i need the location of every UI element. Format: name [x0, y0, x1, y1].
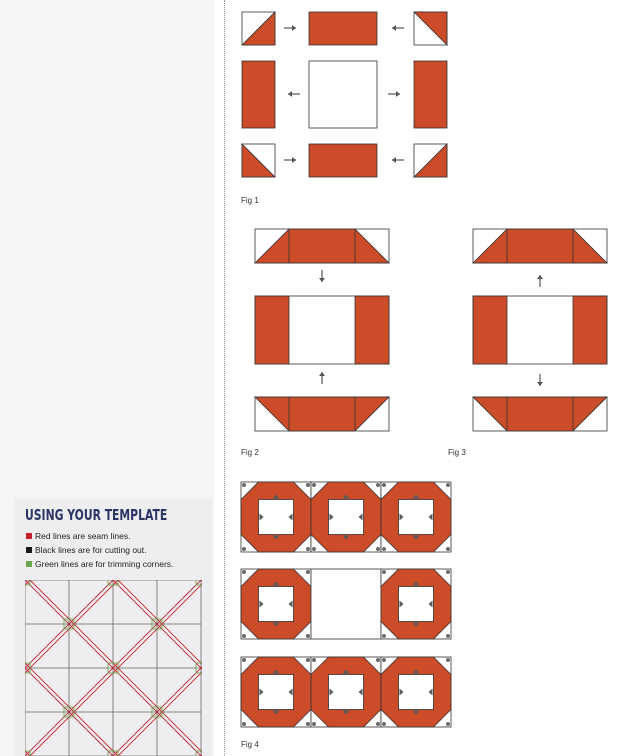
- fig1-arrow-5: [284, 157, 296, 163]
- fig2-middle-strip: [255, 296, 389, 364]
- fig4-r2-block-1-corner-2: [242, 634, 246, 638]
- fig4-r2-block-3-center: [399, 587, 434, 622]
- fig4-r2-block-3-corner-2: [382, 634, 386, 638]
- fig2-middle-strip-right-bar: [355, 296, 389, 364]
- fig4-r3-block-3: [381, 657, 451, 727]
- fig4-r3-block-1-corner-0: [242, 658, 246, 662]
- fig4-r1-block-3: [381, 482, 451, 552]
- fig4-r3-block-3-corner-2: [382, 722, 386, 726]
- fig4-caption: Fig 4: [241, 740, 259, 749]
- fig4-r3-block-1-corner-3: [306, 722, 310, 726]
- fig4-r3-block-1-corner-1: [306, 658, 310, 662]
- fig4-r1-block-1-corner-3: [306, 547, 310, 551]
- fig4-r1-block-3-center: [399, 500, 434, 535]
- fig4-r3-block-3-corner-3: [446, 722, 450, 726]
- legend-label-green: Green lines are for trimming corners.: [35, 559, 174, 569]
- fig3-middle-strip-left-bar: [473, 296, 507, 364]
- fig4-r1-block-1-center: [259, 500, 294, 535]
- fig4-r1-block-1-corner-1: [306, 483, 310, 487]
- fig4-r1-block-2-corner-3: [376, 547, 380, 551]
- fig3-middle-strip: [473, 296, 607, 364]
- fig4-r2-block-1: [241, 569, 311, 639]
- fig3-arrow-down-head: [537, 382, 543, 386]
- fig4-r1-block-2: [311, 482, 381, 552]
- fig4-r1-block-3-corner-0: [382, 483, 386, 487]
- fig4-r1-block-2-corner-1: [376, 483, 380, 487]
- fig1-arrow-2: [392, 25, 404, 31]
- fig4-r1-block-3-corner-1: [446, 483, 450, 487]
- fig1-arrow-5-head: [292, 157, 296, 163]
- fig4-r2-block-1-corner-1: [306, 570, 310, 574]
- fig1-arrow-3: [288, 91, 300, 97]
- fig4-r3-block-3-corner-1: [446, 658, 450, 662]
- fig4-r3-block-3-center: [399, 675, 434, 710]
- fig4-r1-block-1-corner-2: [242, 547, 246, 551]
- fig4-r3-block-2: [311, 657, 381, 727]
- fig1-arrow-2-head: [392, 25, 396, 31]
- fig2-top-strip: [255, 229, 389, 263]
- fig2-arrow-up-head: [319, 372, 325, 376]
- fig4-r3-block-2-corner-3: [376, 722, 380, 726]
- fig3-caption: Fig 3: [448, 448, 466, 457]
- fig4-r1-block-1-corner-0: [242, 483, 246, 487]
- fig4-r3-block-2-corner-2: [312, 722, 316, 726]
- fig3-bottom-strip: [473, 397, 607, 431]
- fig4-r3-block-1-center: [259, 675, 294, 710]
- fig4-r3-block-2-center: [329, 675, 364, 710]
- fig1-caption: Fig 1: [241, 196, 259, 205]
- fig2-diagram: [255, 229, 389, 431]
- fig1-arrow-4-head: [396, 91, 400, 97]
- fig1-hst-top-left: [242, 12, 275, 45]
- fig2-arrow-down-head: [319, 278, 325, 282]
- legend-label-black: Black lines are for cutting out.: [35, 545, 147, 555]
- fig4-r2-block-1-corner-0: [242, 570, 246, 574]
- fig3-arrow-up: [537, 275, 543, 287]
- template-title: USING YOUR TEMPLATE: [25, 506, 168, 524]
- fig1-arrow-3-head: [288, 91, 292, 97]
- fig2-bottom-strip: [255, 397, 389, 431]
- fig1-arrow-1-head: [292, 25, 296, 31]
- fig1-diagram: [242, 12, 447, 177]
- fig4-r2-block-3-corner-3: [446, 634, 450, 638]
- fig4-r2-block-3-corner-0: [382, 570, 386, 574]
- fig1-hst-bottom-left: [242, 144, 275, 177]
- fig4-r1-block-2-center: [329, 500, 364, 535]
- fig4-r2-block-1-corner-3: [306, 634, 310, 638]
- fig4-r1-block-3-corner-2: [382, 547, 386, 551]
- fig2-middle-strip-left-bar: [255, 296, 289, 364]
- fig2-caption: Fig 2: [241, 448, 259, 457]
- fig4-r3-block-2-corner-1: [376, 658, 380, 662]
- fig1-arrow-6: [392, 157, 404, 163]
- fig1-rect-left: [242, 61, 275, 128]
- fig4-r3-block-2-corner-0: [312, 658, 316, 662]
- fig3-middle-strip-right-bar: [573, 296, 607, 364]
- fig4-r1-block-1: [241, 482, 311, 552]
- fig1-center-square: [309, 61, 377, 128]
- fig4-r3-block-3-corner-0: [382, 658, 386, 662]
- legend-label-red: Red lines are seam lines.: [35, 531, 131, 541]
- fig4-r3-block-1-corner-2: [242, 722, 246, 726]
- fig2-arrow-up: [319, 372, 325, 384]
- fig4-r1-block-3-corner-3: [446, 547, 450, 551]
- fig1-arrow-4: [388, 91, 400, 97]
- fig4-r2-block-3: [381, 569, 451, 639]
- fig3-arrow-down: [537, 374, 543, 386]
- fig4-r1-block-2-corner-0: [312, 483, 316, 487]
- fig4-r3-block-1: [241, 657, 311, 727]
- fig3-arrow-up-head: [537, 275, 543, 279]
- fig1-rect-right: [414, 61, 447, 128]
- fig3-top-strip: [473, 229, 607, 263]
- fig1-hst-top-right: [414, 12, 447, 45]
- fig4-diagram: [241, 482, 451, 727]
- fig1-rect-bottom: [309, 144, 377, 177]
- fig1-arrow-1: [284, 25, 296, 31]
- fig4-r2-block-3-corner-1: [446, 570, 450, 574]
- fig4-r2-block-1-center: [259, 587, 294, 622]
- fig3-diagram: [473, 229, 607, 431]
- fig1-arrow-6-head: [392, 157, 396, 163]
- fig4-r2-empty-block: [311, 569, 381, 639]
- fig2-arrow-down: [319, 270, 325, 282]
- fig1-rect-top: [309, 12, 377, 45]
- fig4-r1-block-2-corner-2: [312, 547, 316, 551]
- fig1-hst-bottom-right: [414, 144, 447, 177]
